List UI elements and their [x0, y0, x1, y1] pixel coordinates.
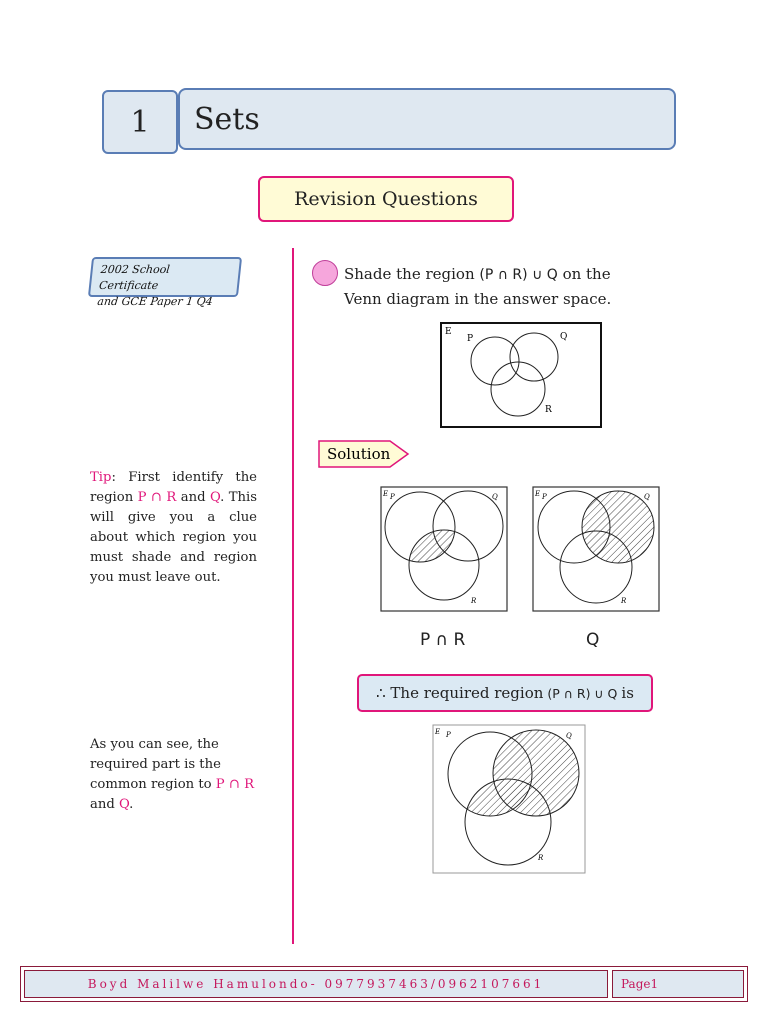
required-prefix: ∴ The required region — [376, 684, 544, 702]
required-suffix: is — [621, 684, 634, 702]
venn-answer-label-r: R — [538, 854, 544, 862]
venn-answer-label-e: E — [435, 728, 441, 736]
question-expr: (P ∩ R) ∪ Q — [479, 267, 558, 283]
venn-q-label-p: P — [542, 493, 547, 501]
venn-p-and-r-label-p: P — [390, 493, 395, 501]
tip-q: Q — [209, 490, 221, 505]
venn-answer — [432, 724, 586, 874]
venn-q-label-r: R — [621, 597, 627, 605]
column-divider — [292, 248, 294, 944]
venn-question-label-e: E — [445, 327, 452, 337]
solution-tag — [318, 440, 410, 468]
required-region-box — [357, 674, 653, 712]
venn-q — [532, 486, 660, 612]
question-text — [344, 262, 644, 311]
venn-answer-label-p: P — [446, 731, 451, 739]
note-text — [90, 735, 257, 815]
tip-and: and — [176, 490, 210, 505]
question-bullet-icon — [312, 260, 338, 286]
venn-p-and-r-label-r: R — [471, 597, 477, 605]
question-text-1: Shade the region — [344, 265, 480, 283]
caption-p-and-r: P ∩ R — [420, 630, 466, 650]
caption-q: Q — [586, 630, 600, 650]
venn-p-and-r — [380, 486, 508, 612]
chapter-title: Sets — [178, 88, 676, 150]
tip-label: Tip — [90, 470, 112, 485]
note-text-1: As you can see, the required part is the common region to — [90, 737, 221, 792]
tip-text-1: : First identify the region — [90, 470, 257, 505]
venn-question-label-q: Q — [560, 332, 568, 342]
venn-question-label-r: R — [545, 405, 552, 415]
venn-p-and-r-label-q: Q — [492, 493, 498, 501]
source-line-2: and GCE Paper 1 Q4 — [96, 295, 214, 308]
venn-question — [440, 322, 602, 428]
source-line-1: 2002 School Certificate — [98, 263, 171, 292]
note-end: . — [129, 797, 134, 812]
source-box — [88, 257, 242, 308]
venn-question-frame — [441, 323, 601, 427]
venn-p-and-r-label-e: E — [383, 490, 389, 498]
footer-page-number: Page1 — [612, 970, 744, 998]
chapter-number: 1 — [102, 90, 178, 154]
solution-label: Solution — [327, 445, 391, 463]
venn-answer-label-q: Q — [566, 732, 572, 740]
note-pr: P ∩ R — [215, 777, 255, 792]
tip-text-2: . This will give you a clue about which region you must shade and region you must leave out. — [90, 490, 257, 585]
tip-text — [90, 468, 257, 588]
tip-pr: P ∩ R — [137, 490, 177, 505]
revision-banner: Revision Questions — [258, 176, 514, 222]
required-expr: (P ∩ R) ∪ Q — [547, 685, 618, 701]
question-text-2: on the Venn diagram in the answer space. — [344, 265, 612, 308]
footer-author: Boyd Malilwe Hamulondo- 0977937463/0962107661 — [24, 970, 608, 998]
note-and: and — [90, 797, 119, 812]
venn-q-label-e: E — [535, 490, 541, 498]
venn-q-label-q: Q — [644, 493, 650, 501]
venn-question-label-p: P — [467, 334, 474, 344]
note-q: Q — [119, 797, 130, 812]
